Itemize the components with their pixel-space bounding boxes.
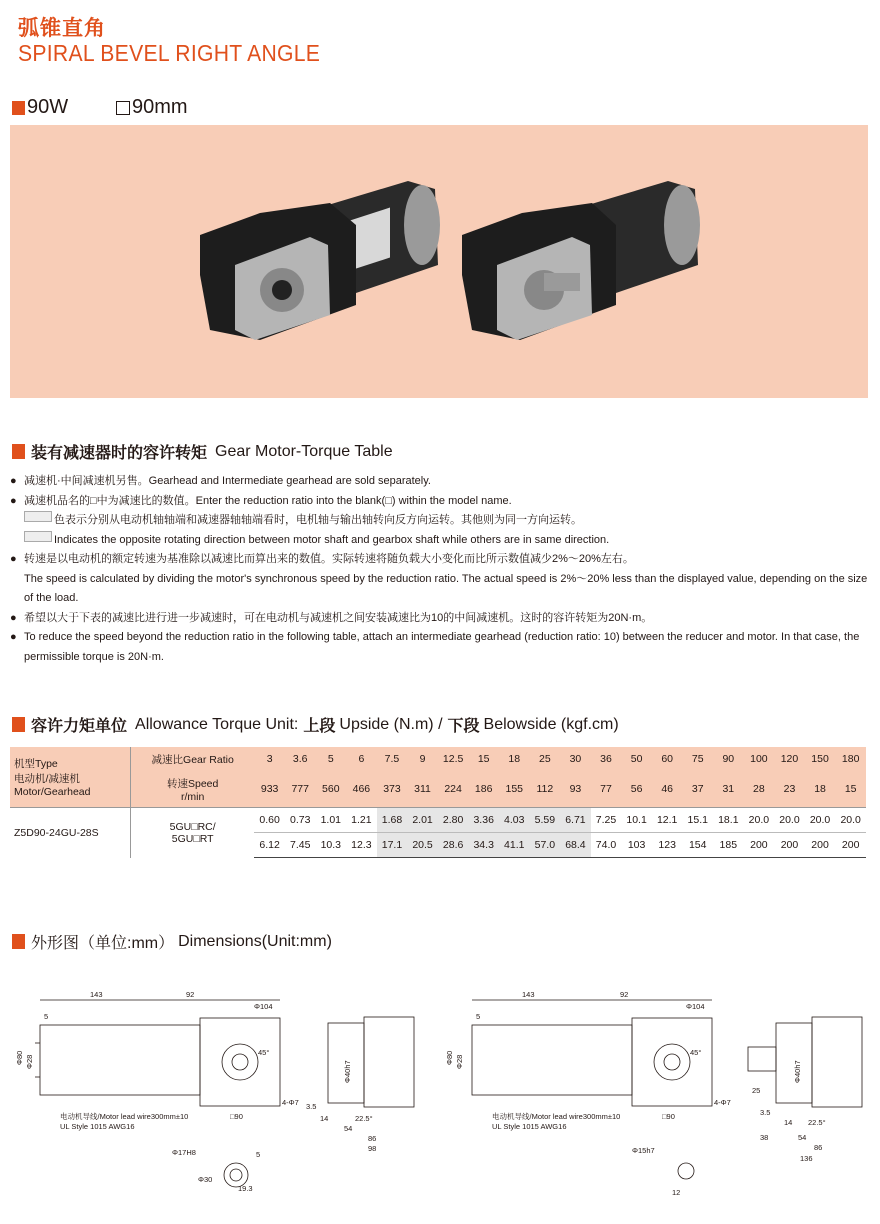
- ratio-cell: 180: [835, 747, 866, 771]
- svg-text:Φ28: Φ28: [455, 1054, 464, 1069]
- speed-unit: r/min: [181, 790, 205, 803]
- dimensions-heading: 外形图（单位:mm） Dimensions(Unit:mm): [12, 930, 332, 953]
- motor-label-cn: 电动机/减速机: [14, 773, 80, 785]
- torque-kgf-cell: 17.1: [377, 833, 408, 858]
- note-3: 色表示分别从电动机轴轴端和减速器轴轴端看时，电机轴与输出轴转向反方向运转。其他则为同一方向运转。: [10, 511, 870, 531]
- svg-text:4-Φ7: 4-Φ7: [282, 1098, 299, 1107]
- svg-text:Φ40h7: Φ40h7: [343, 1060, 352, 1083]
- svg-text:电动机导线/Motor lead wire300mm±10: 电动机导线/Motor lead wire300mm±10: [492, 1112, 621, 1121]
- torque-kgf-cell: 103: [621, 833, 652, 858]
- allowance-section-heading: 容许力矩单位 Allowance Torque Unit: 上段 Upside (N.m) / 下段 Belowside (kgf.cm): [12, 713, 619, 736]
- speed-cell: 31: [713, 771, 744, 808]
- speed-label-text: 转速Speed: [166, 777, 219, 790]
- shade-box-icon: [24, 531, 52, 542]
- torque-kgf-cell: 34.3: [468, 833, 499, 858]
- torque-kgf-cell: 20.5: [407, 833, 438, 858]
- gear-motor-illustration: [10, 125, 868, 398]
- torque-kgf-cell: 12.3: [346, 833, 377, 858]
- ratio-cell: 100: [744, 747, 775, 771]
- note-8: ● To reduce the speed beyond the reduction ratio in the following table, attach an intermediate gearhead (reduction ratio: 10) between the reducer and motor. In that case, the permissible torque is 20N·m.: [10, 631, 860, 663]
- svg-text:Φ80: Φ80: [445, 1050, 454, 1065]
- torque-nm-cell: 0.60: [254, 808, 285, 833]
- torque-nm-cell: 20.0: [744, 808, 775, 833]
- svg-text:92: 92: [186, 990, 195, 999]
- svg-text:22.5°: 22.5°: [808, 1118, 826, 1127]
- torque-kgf-cell: 200: [774, 833, 805, 858]
- svg-text:54: 54: [344, 1124, 353, 1133]
- torque-kgf-cell: 7.45: [285, 833, 316, 858]
- svg-text:45°: 45°: [690, 1048, 702, 1057]
- torque-nm-cell: 0.73: [285, 808, 316, 833]
- ratio-cell: 5: [316, 747, 347, 771]
- ratio-cell: 12.5: [438, 747, 469, 771]
- svg-text:5: 5: [476, 1012, 481, 1021]
- svg-text:□90: □90: [662, 1112, 675, 1121]
- drawing-left-end-view: [306, 1017, 414, 1153]
- frame-spec: [116, 96, 188, 119]
- torque-kgf-cell: 123: [652, 833, 683, 858]
- svg-text:4-Φ7: 4-Φ7: [714, 1098, 731, 1107]
- torque-nm-cell: 4.03: [499, 808, 530, 833]
- ratio-cell: 3: [254, 747, 285, 771]
- torque-nm-cell: 2.01: [407, 808, 438, 833]
- ratio-cell: 75: [682, 747, 713, 771]
- ratio-row: [10, 747, 866, 771]
- svg-text:86: 86: [368, 1134, 377, 1143]
- ratio-cell: 18: [499, 747, 530, 771]
- torque-kgf-cell: 68.4: [560, 833, 591, 858]
- svg-text:Φ17H8: Φ17H8: [172, 1148, 196, 1157]
- gear-model-2: 5GU□RT: [171, 832, 214, 845]
- torque-kgf-cell: 185: [713, 833, 744, 858]
- torque-kgf-cell: 28.6: [438, 833, 469, 858]
- speed-cell: 777: [285, 771, 316, 808]
- torque-nm-row: [10, 808, 866, 833]
- svg-text:Φ80: Φ80: [15, 1050, 24, 1065]
- svg-text:86: 86: [814, 1143, 823, 1152]
- speed-row: [10, 771, 866, 808]
- power-spec: [12, 96, 68, 119]
- speed-cell: 23: [774, 771, 805, 808]
- gear-motor-2: [462, 181, 700, 340]
- type-header: [10, 747, 131, 808]
- ratio-cell: 9: [407, 747, 438, 771]
- svg-text:Φ15h7: Φ15h7: [632, 1146, 655, 1155]
- speed-cell: 224: [438, 771, 469, 808]
- torque-nm-cell: 18.1: [713, 808, 744, 833]
- note-7: ● 希望以大于下表的减速比进行进一步减速时，可在电动机与减速机之间安装减速比为10的中间减速机。这时的容许转矩为20N·m。: [10, 611, 653, 624]
- svg-text:92: 92: [620, 990, 629, 999]
- model-label: 机型Type: [14, 758, 58, 770]
- torque-nm-cell: 5.59: [530, 808, 561, 833]
- speed-label: [131, 771, 255, 808]
- svg-text:Φ28: Φ28: [25, 1054, 34, 1069]
- ratio-cell: 25: [530, 747, 561, 771]
- svg-text:Φ30: Φ30: [198, 1175, 213, 1184]
- product-photo: [10, 125, 868, 398]
- ratio-label: 减速比Gear Ratio: [131, 747, 255, 771]
- note-4: Indicates the opposite rotating direction between motor shaft and gearbox shaft while others are in same direction.: [10, 531, 870, 551]
- torque-nm-cell: 3.36: [468, 808, 499, 833]
- gear-model: [131, 808, 255, 858]
- title-en: SPIRAL BEVEL RIGHT ANGLE: [18, 40, 321, 66]
- svg-text:□90: □90: [230, 1112, 243, 1121]
- note-5: ● 转速是以电动机的额定转速为基准除以减速比而算出来的数值。实际转速将随负载大小变化而比所示数值减少2%～20%左右。: [10, 553, 634, 565]
- torque-nm-cell: 20.0: [774, 808, 805, 833]
- torque-nm-cell: 6.71: [560, 808, 591, 833]
- speed-cell: 93: [560, 771, 591, 808]
- torque-nm-cell: 20.0: [835, 808, 866, 833]
- torque-kgf-cell: 154: [682, 833, 713, 858]
- svg-text:Φ104: Φ104: [686, 1002, 705, 1011]
- svg-text:136: 136: [800, 1154, 813, 1163]
- ratio-cell: 36: [591, 747, 622, 771]
- dimension-drawings: [0, 985, 880, 1205]
- torque-kgf-cell: 10.3: [316, 833, 347, 858]
- note-6: The speed is calculated by dividing the motor's synchronous speed by the reduction ratio. The actual speed is 2%～20% less than the displayed value, depending on the size of the load.: [24, 572, 868, 604]
- speed-cell: 466: [346, 771, 377, 808]
- svg-text:电动机导线/Motor lead wire300mm±10: 电动机导线/Motor lead wire300mm±10: [60, 1112, 189, 1121]
- speed-cell: 56: [621, 771, 652, 808]
- ratio-cell: 7.5: [377, 747, 408, 771]
- section-marker-icon: [12, 717, 25, 732]
- speed-cell: 155: [499, 771, 530, 808]
- open-square-icon: [116, 101, 130, 115]
- svg-text:143: 143: [90, 990, 103, 999]
- svg-text:19.3: 19.3: [238, 1184, 253, 1193]
- torque-kgf-cell: 200: [805, 833, 836, 858]
- svg-text:5: 5: [44, 1012, 49, 1021]
- note-2: ● 减速机品名的□中为减速比的数值。Enter the reduction ratio into the blank(□) within the model name.: [10, 494, 512, 507]
- drawing-right-side-view: [445, 990, 731, 1197]
- svg-text:Φ104: Φ104: [254, 1002, 273, 1011]
- power-value: 90W: [27, 96, 69, 118]
- speed-cell: 37: [682, 771, 713, 808]
- gear-motor-1: [200, 181, 440, 340]
- svg-text:45°: 45°: [258, 1048, 270, 1057]
- torque-nm-cell: 1.21: [346, 808, 377, 833]
- torque-section-heading: 装有减速器时的容许转矩 Gear Motor-Torque Table: [12, 440, 393, 463]
- motor-label-en: Motor/Gearhead: [14, 786, 91, 798]
- torque-kgf-cell: 57.0: [530, 833, 561, 858]
- notes-list: [10, 472, 870, 667]
- speed-cell: 77: [591, 771, 622, 808]
- ratio-cell: 150: [805, 747, 836, 771]
- svg-text:25: 25: [752, 1086, 761, 1095]
- drawing-left-side-view: [15, 990, 299, 1193]
- frame-value: 90mm: [132, 96, 188, 118]
- svg-text:12: 12: [672, 1188, 681, 1197]
- svg-text:3.5: 3.5: [306, 1102, 317, 1111]
- ratio-cell: 30: [560, 747, 591, 771]
- speed-cell: 46: [652, 771, 683, 808]
- svg-text:98: 98: [368, 1144, 377, 1153]
- torque-kgf-cell: 74.0: [591, 833, 622, 858]
- svg-text:14: 14: [320, 1114, 329, 1123]
- torque-nm-cell: 12.1: [652, 808, 683, 833]
- speed-cell: 311: [407, 771, 438, 808]
- speed-cell: 373: [377, 771, 408, 808]
- speed-cell: 186: [468, 771, 499, 808]
- motor-model: Z5D90-24GU-28S: [10, 808, 131, 858]
- ratio-cell: 50: [621, 747, 652, 771]
- shade-box-icon: [24, 511, 52, 522]
- torque-nm-cell: 10.1: [621, 808, 652, 833]
- ratio-cell: 6: [346, 747, 377, 771]
- title-cn: 弧锥直角: [18, 17, 106, 40]
- torque-table: [10, 747, 866, 858]
- gear-model-1: 5GU□RC/: [169, 820, 216, 833]
- torque-nm-cell: 1.68: [377, 808, 408, 833]
- svg-text:22.5°: 22.5°: [355, 1114, 373, 1123]
- ratio-cell: 90: [713, 747, 744, 771]
- speed-cell: 18: [805, 771, 836, 808]
- svg-text:UL Style 1015 AWG16: UL Style 1015 AWG16: [492, 1122, 567, 1131]
- filled-square-icon: [12, 101, 25, 115]
- torque-kgf-cell: 200: [835, 833, 866, 858]
- speed-cell: 560: [316, 771, 347, 808]
- ratio-cell: 15: [468, 747, 499, 771]
- ratio-cell: 3.6: [285, 747, 316, 771]
- torque-kgf-cell: 41.1: [499, 833, 530, 858]
- svg-text:54: 54: [798, 1133, 807, 1142]
- torque-kgf-cell: 200: [744, 833, 775, 858]
- svg-text:UL Style 1015 AWG16: UL Style 1015 AWG16: [60, 1122, 135, 1131]
- section-marker-icon: [12, 444, 25, 459]
- torque-nm-cell: 1.01: [316, 808, 347, 833]
- note-1: ● 减速机·中间减速机另售。Gearhead and Intermediate gearhead are sold separately.: [10, 475, 431, 487]
- svg-text:38: 38: [760, 1133, 769, 1142]
- torque-nm-cell: 2.80: [438, 808, 469, 833]
- speed-cell: 112: [530, 771, 561, 808]
- svg-text:143: 143: [522, 990, 535, 999]
- torque-nm-cell: 20.0: [805, 808, 836, 833]
- torque-kgf-cell: 6.12: [254, 833, 285, 858]
- speed-cell: 15: [835, 771, 866, 808]
- section-marker-icon: [12, 934, 25, 949]
- svg-text:3.5: 3.5: [760, 1108, 771, 1117]
- drawing-right-end-view: [748, 1017, 862, 1163]
- ratio-cell: 120: [774, 747, 805, 771]
- speed-cell: 933: [254, 771, 285, 808]
- svg-text:14: 14: [784, 1118, 793, 1127]
- ratio-cell: 60: [652, 747, 683, 771]
- torque-nm-cell: 15.1: [682, 808, 713, 833]
- svg-text:Φ40h7: Φ40h7: [793, 1060, 802, 1083]
- svg-text:5: 5: [256, 1150, 261, 1159]
- speed-cell: 28: [744, 771, 775, 808]
- torque-nm-cell: 7.25: [591, 808, 622, 833]
